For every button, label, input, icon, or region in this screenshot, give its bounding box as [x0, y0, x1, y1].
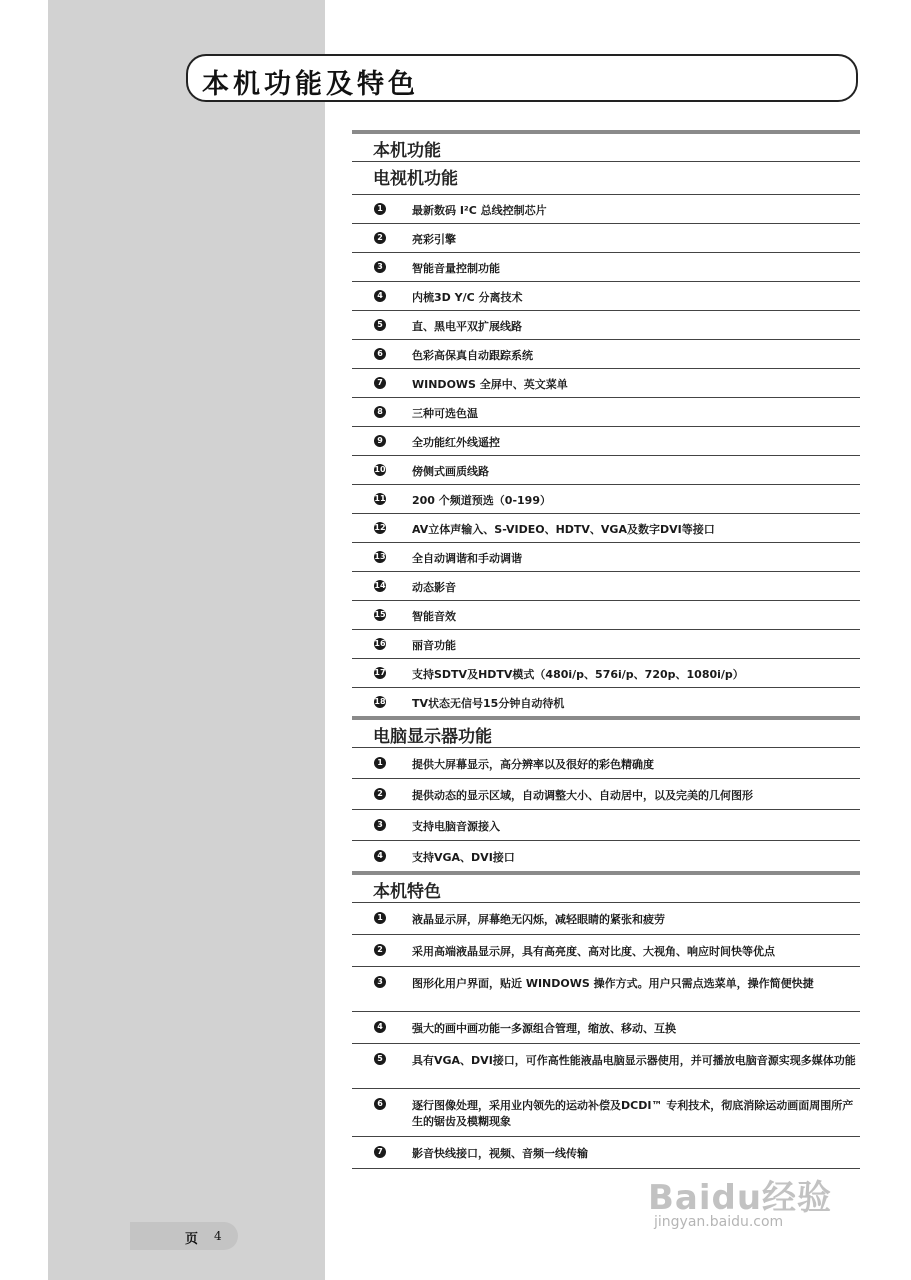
page-number: 4: [214, 1229, 222, 1243]
item-text: 动态影音: [412, 581, 456, 594]
item-text: 亮彩引擎: [412, 233, 456, 246]
item-text: 全自动调谐和手动调谐: [412, 552, 522, 565]
item-text: 支持VGA、DVI接口: [412, 851, 515, 864]
item-number-badge: 11: [374, 494, 386, 503]
list-item: [352, 778, 860, 809]
list-item: [352, 339, 860, 368]
list-item: [352, 902, 860, 934]
list-item: [352, 513, 860, 542]
item-number-badge: 4: [374, 1021, 386, 1033]
item-number-badge: 3: [374, 819, 386, 831]
item-text: 逐行图像处理，采用业内领先的运动补偿及DCDI™ 专利技术，彻底消除运动画面周围所产生的锯齿及模糊现象: [412, 1099, 854, 1128]
item-number-badge: 5: [374, 1053, 386, 1065]
item-text: 三种可选色温: [412, 407, 478, 420]
item-text: AV立体声输入、S-VIDEO、HDTV、VGA及数字DVI等接口: [412, 523, 715, 536]
subheading-tv-functions: 电视机功能: [352, 161, 860, 194]
feature-list: [352, 902, 860, 1168]
item-number-badge: 10: [374, 465, 386, 474]
item-number-badge: 16: [374, 639, 386, 648]
item-text: 傍侧式画质线路: [412, 465, 489, 478]
item-number-badge: 4: [374, 290, 386, 302]
list-item: [352, 1011, 860, 1043]
section-heading-features: 本机特色: [352, 871, 860, 902]
item-text: 智能音量控制功能: [412, 262, 500, 275]
item-number-badge: 3: [374, 261, 386, 273]
list-item: [352, 397, 860, 426]
item-number-badge: 6: [374, 348, 386, 360]
item-text: 图形化用户界面，贴近 WINDOWS 操作方式。用户只需点选菜单，操作简便快捷: [412, 977, 814, 990]
list-item: [352, 223, 860, 252]
section-heading-functions: 本机功能: [352, 130, 860, 161]
list-item: [352, 840, 860, 871]
list-item: [352, 368, 860, 397]
item-number-badge: 7: [374, 377, 386, 389]
item-number-badge: 18: [374, 697, 386, 706]
item-text: 液晶显示屏，屏幕绝无闪烁，减轻眼睛的紧张和疲劳: [412, 913, 665, 926]
item-text: 影音快线接口，视频、音频一线传输: [412, 1147, 588, 1160]
item-text: TV状态无信号15分钟自动待机: [412, 697, 565, 710]
item-number-badge: 6: [374, 1098, 386, 1110]
item-number-badge: 3: [374, 976, 386, 988]
item-text: 具有VGA、DVI接口，可作高性能液晶电脑显示器使用，并可播放电脑音源实现多媒体功能: [412, 1054, 856, 1067]
item-number-badge: 7: [374, 1146, 386, 1158]
item-text: 内梳3D Y/C 分离技术: [412, 291, 523, 304]
page-label: 页: [185, 1232, 199, 1247]
list-item: [352, 1043, 860, 1088]
item-text: 色彩高保真自动跟踪系统: [412, 349, 533, 362]
list-item: [352, 281, 860, 310]
pc-function-list: [352, 747, 860, 871]
item-number-badge: 9: [374, 435, 386, 447]
list-item: [352, 542, 860, 571]
item-number-badge: 17: [374, 668, 386, 677]
list-item: [352, 687, 860, 716]
list-item: [352, 1088, 860, 1136]
item-number-badge: 14: [374, 581, 386, 590]
item-text: 200 个频道预选（0-199）: [412, 494, 551, 507]
list-item: [352, 600, 860, 629]
item-text: 采用高端液晶显示屏，具有高亮度、高对比度、大视角、响应时间快等优点: [412, 945, 775, 958]
item-number-badge: 1: [374, 912, 386, 924]
item-text: 提供动态的显示区域，自动调整大小、自动居中，以及完美的几何图形: [412, 789, 753, 802]
item-number-badge: 2: [374, 232, 386, 244]
item-text: 最新数码 I²C 总线控制芯片: [412, 204, 547, 217]
list-item: [352, 426, 860, 455]
item-number-badge: 2: [374, 944, 386, 956]
item-number-badge: 1: [374, 203, 386, 215]
item-number-badge: 8: [374, 406, 386, 418]
list-item: [352, 1136, 860, 1168]
watermark-url: jingyan.baidu.com: [654, 1214, 784, 1230]
list-item: [352, 484, 860, 513]
list-item: [352, 194, 860, 223]
item-number-badge: 15: [374, 610, 386, 619]
item-number-badge: 5: [374, 319, 386, 331]
list-item: [352, 455, 860, 484]
item-text: 全功能红外线遥控: [412, 436, 500, 449]
item-number-badge: 4: [374, 850, 386, 862]
item-text: 支持SDTV及HDTV模式（480i/p、576i/p、720p、1080i/p）: [412, 668, 744, 681]
item-text: WINDOWS 全屏中、英文菜单: [412, 378, 568, 391]
item-text: 强大的画中画功能一多源组合管理，缩放、移动、互换: [412, 1022, 676, 1035]
page-title: 本机功能及特色: [202, 69, 419, 100]
item-text: 支持电脑音源接入: [412, 820, 500, 833]
item-text: 丽音功能: [412, 639, 456, 652]
item-text: 智能音效: [412, 610, 456, 623]
tv-function-list: [352, 194, 860, 716]
closing-rule: [352, 1168, 860, 1169]
list-item: [352, 966, 860, 1011]
item-text: 提供大屏幕显示，高分辨率以及很好的彩色精确度: [412, 758, 654, 771]
subheading-pc-functions: 电脑显示器功能: [352, 716, 860, 747]
left-gray-band: [48, 0, 325, 1280]
item-number-badge: 2: [374, 788, 386, 800]
title-frame: [186, 54, 858, 102]
list-item: [352, 252, 860, 281]
item-number-badge: 12: [374, 523, 386, 532]
list-item: [352, 747, 860, 778]
list-item: [352, 310, 860, 339]
list-item: [352, 809, 860, 840]
list-item: [352, 658, 860, 687]
list-item: [352, 629, 860, 658]
list-item: [352, 934, 860, 966]
content-column: [352, 130, 860, 1169]
list-item: [352, 571, 860, 600]
watermark-logo: Baidu经验: [648, 1178, 833, 1218]
item-text: 直、黑电平双扩展线路: [412, 320, 522, 333]
item-number-badge: 13: [374, 552, 386, 561]
item-number-badge: 1: [374, 757, 386, 769]
